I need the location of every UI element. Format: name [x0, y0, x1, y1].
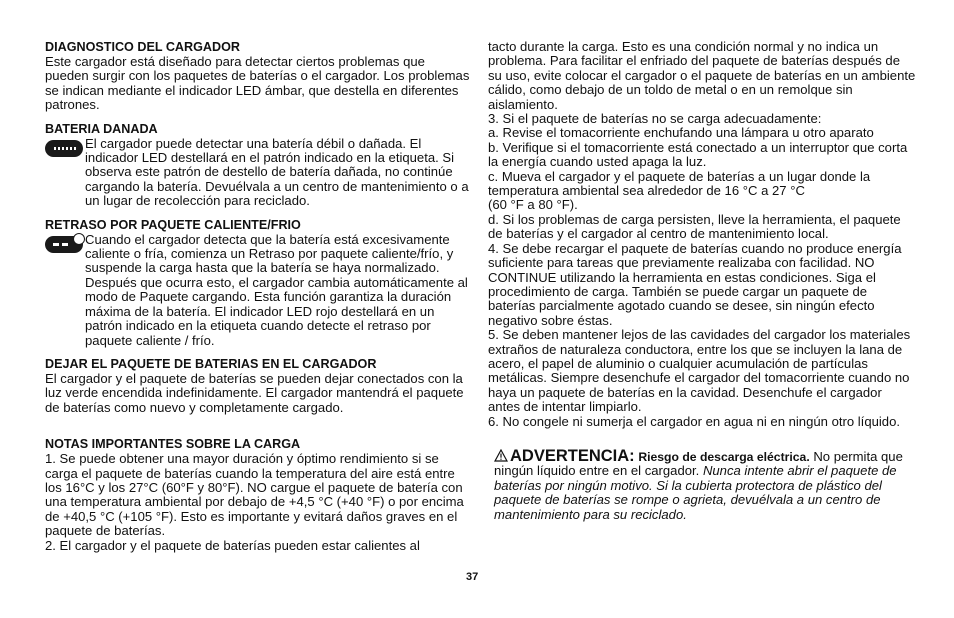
heading-bateria-danada: BATERIA DANADA: [45, 121, 158, 136]
heading-notas: NOTAS IMPORTANTES SOBRE LA CARGA: [45, 437, 301, 452]
notas-item-5: 5. Se deben mantener lejos de las cavidades del cargador los materiales extraños de naturaleza conductora, entre los que se incluyen la lana de acero, el papel de aluminio o cualquier acumulación de partículas metálicas. Siempre desenchufe el cargador del tomacorriente cuando no haya un paquete de baterías en la cavidad. Desenchufe el cargador antes de intentar limpiarlo.: [488, 327, 911, 415]
warning-title: ADVERTENCIA:: [510, 446, 635, 465]
warning-text-2: Nunca intente abrir el paquete de baterías por ningún motivo. Si la cubierta protectora de plástico del paquete de baterías se rompe o agrieta, devuélvala a un centro de mantenimiento para su reciclado.: [494, 463, 897, 522]
notas-item-4: 4. Se debe recargar el paquete de baterías cuando no produce energía suficiente para tareas que previamente realizaba con facilidad. NO CONTINUE utilizando la herramienta en estas condiciones. Siga el procedimiento de carga. También se puede cargar un paquete de baterías parcialmente agotado cuando se desee, sin ningún efecto negativo sobre éstas.: [488, 240, 902, 328]
section-diagnostico: [45, 40, 470, 113]
section-dejar-paquete: [45, 357, 470, 415]
warning-text-1: No permita que ningún líquido entre en el cargador.: [494, 448, 903, 479]
body-bateria-danada: El cargador puede detectar una batería débil o dañada. El indicador LED destellará en el patrón indicado en la etiqueta. Si observa este patrón de destello de batería dañada, no continúe cargando la batería. Devuélvala a un centro de mantenimiento o a un lugar de recolección para reciclado.: [85, 135, 469, 209]
notas-item-2-continued: tacto durante la carga. Esto es una condición normal y no indica un problema. Para facilitar el enfriado del paquete de baterías después de su uso, evite colocar el cargador o el paquete de baterías en un ambiente cálido, como debajo de un toldo de metal o en un remolque sin aislamiento.: [488, 39, 916, 112]
heading-diagnostico: DIAGNOSTICO DEL CARGADOR: [45, 40, 240, 54]
notas-item-3c: c. Mueva el cargador y el paquete de baterías a un lugar donde la temperatura ambiental sea alrededor de 16 °C a 27 °C: [488, 168, 871, 199]
body-diagnostico: Este cargador está diseñado para detectar ciertos problemas que pueden surgir con los paquetes de baterías o el cargador. Los problemas se indican mediante el indicador LED ámbar, que destella en diferentes patrones.: [45, 54, 470, 113]
section-retraso: [45, 218, 470, 348]
body-dejar-paquete: El cargador y el paquete de baterías se pueden dejar conectados con la luz verde encendida indefinidamente. El cargador mantendrá el paquete de baterías como nuevo y completamente cargado.: [45, 370, 464, 415]
notas-item-3: 3. Si el paquete de baterías no se carga adecuadamente:: [488, 111, 822, 127]
warning-subtitle: Riesgo de descarga eléctrica.: [638, 449, 810, 464]
bad-battery-led-icon: [45, 137, 85, 157]
notas-item-3b: b. Verifique si el tomacorriente está conectado a un interruptor que corta la energía cuando usted apaga la luz.: [488, 139, 908, 170]
section-notas: [45, 437, 470, 553]
notas-item-1: 1. Se puede obtener una mayor duración y óptimo rendimiento si se carga el paquete de baterías cuando la temperatura del aire está entre los 16°C y los 27°C (60°F y 80°F). NO cargue el paquete de batería con una temperatura ambiental por debajo de +4,5 °C (+40 °F) o por encima de +40,5 °C (+105 °F). Esto es importante y evitará daños graves en el paquete de baterías.: [45, 451, 464, 539]
left-column: [45, 40, 470, 562]
warning-line: [488, 446, 916, 522]
notas-item-3a: a. Revise el tomacorriente enchufando una lámpara u otro aparato: [488, 125, 874, 141]
notas-item-3c-temp: (60 °F a 80 °F).: [488, 197, 578, 213]
right-column: [488, 40, 916, 522]
heading-dejar-paquete: DEJAR EL PAQUETE DE BATERIAS EN EL CARGADOR: [45, 356, 377, 371]
notas-item-6: 6. No congele ni sumerja el cargador en agua ni en ningún otro líquido.: [488, 413, 900, 429]
heading-retraso: RETRASO POR PAQUETE CALIENTE/FRIO: [45, 217, 301, 232]
section-bateria-danada: [45, 122, 470, 209]
notas-item-2: 2. El cargador y el paquete de baterías pueden estar calientes al: [45, 537, 420, 553]
warning-triangle-icon: [494, 449, 508, 462]
notas-item-3d: d. Si los problemas de carga persisten, lleve la herramienta, el paquete de baterías y el cargador al centro de mantenimiento local.: [488, 211, 901, 242]
hot-cold-delay-led-icon: [45, 233, 85, 253]
body-retraso: Cuando el cargador detecta que la batería está excesivamente caliente o fría, comienza un Retraso por paquete caliente/frío, y suspende la carga hasta que la batería se haya normalizado. Después que ocurra esto, el cargador cambia automáticamente al modo de Paquete cargando. Esta función garantiza la duración máxima de la batería. El indicador LED rojo destellará en un patrón indicado en la etiqueta cuando detecte el retraso por paquete caliente / frío.: [85, 231, 468, 348]
warning-block: [488, 446, 916, 522]
page-number: 37: [466, 571, 479, 583]
